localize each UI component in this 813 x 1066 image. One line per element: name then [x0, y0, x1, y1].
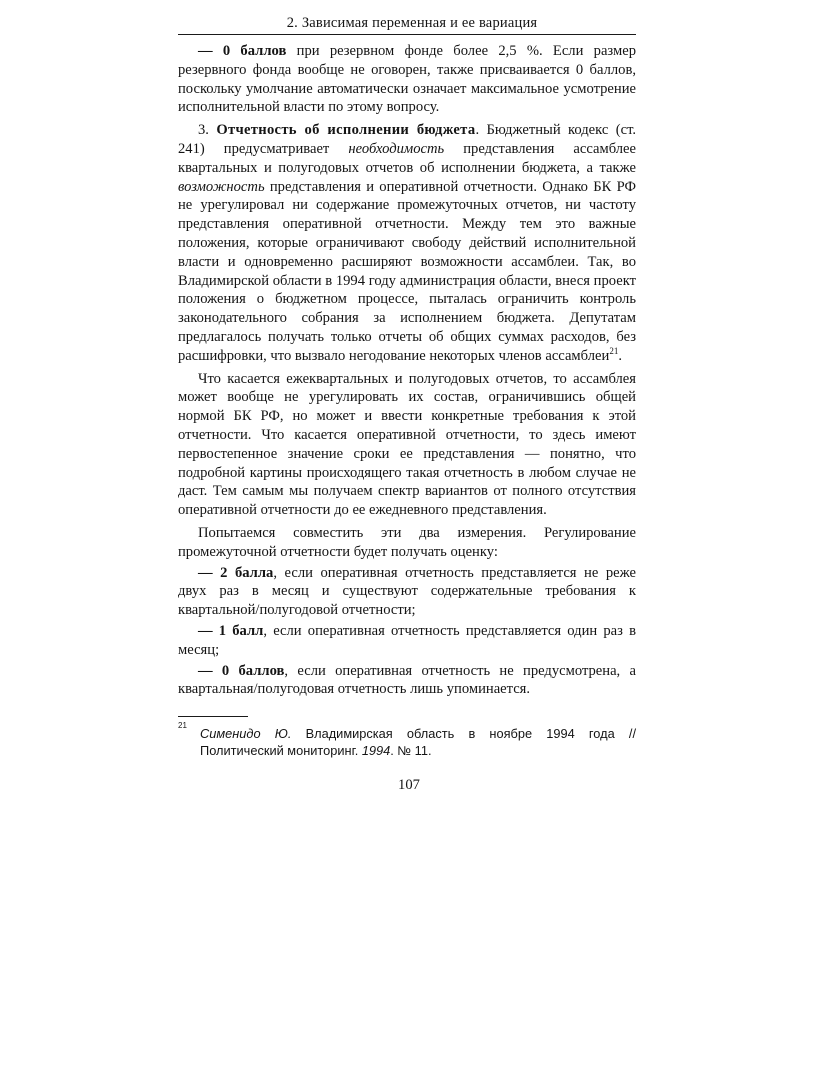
footnote-year: 1994	[361, 743, 391, 759]
paragraph-combine-dimensions: Попытаемся совместить эти два измерения. Регулирование промежуточной отчетности будет получать оценку:	[178, 524, 636, 560]
score-item-two	[178, 564, 636, 620]
body-text	[178, 42, 636, 699]
score-lead: — 0 баллов	[198, 43, 287, 59]
section-number: 3.	[198, 122, 217, 139]
paragraph-text: представления ассамблее квартальных и полугодовых отчетов об исполнении бюджета, а также	[178, 140, 636, 176]
emphasis-text: необходимость	[348, 140, 445, 157]
paragraph-zero-points	[178, 42, 636, 117]
running-head: 2. Зависимая переменная и ее вариация	[286, 15, 538, 31]
paragraph-quarterly-reports: Что касается ежеквартальных и полугодовых отчетов, то ассамблея может вообще не урегулировать их состав, ограничившись общей нормой БК РФ, но может и ввести конкретные требования к этой отчетности. Что касается оперативной отчетности, то здесь имеют первостепенное значение сроки ее представления — понятно, что подробной картины происходящего такая отчетность в любом случае не даст. Тем самым мы получаем спектр вариантов от полного отсутствия оперативной отчетности до ее ежедневного представления.	[178, 370, 636, 519]
score-text: , если оперативная отчетность представляется один раз в месяц;	[178, 622, 636, 658]
paragraph-budget-reporting	[178, 121, 636, 365]
paragraph-text: представления и оперативной отчетности. Однако БК РФ не урегулировал ни содержание промежуточных отчетов, ни частоту представления оперативной отчетности. Между тем это важные положения, которые ограничивают свободу действий исполнительной власти и одновременно расширяют возможности ассамблеи. Так, во Владимирской области в 1994 году администрация области, внеся проект положения о бюджетном процессе, пыталась ограничить контроль законодательного собрания за исполнением бюджета. Депутатам предлагалось получать только отчеты об общих суммах расходов, без расшифровки, что вызвало негодование некоторых членов ассамблеи	[178, 178, 636, 364]
footnote-rule	[178, 716, 248, 717]
paragraph-text: . Бюджетный кодекс (ст. 241) предусматривает	[178, 122, 637, 157]
paragraph-text: при резервном фонде более 2,5 %. Если размер резервного фонда вообще не оговорен, также присваивается 0 баллов, поскольку умолчание автоматически означает максимальное усмотрение исполнительной власти по этому вопросу.	[178, 43, 637, 116]
footnote-body: . № 11.	[390, 743, 432, 759]
score-lead: — 2 балла	[198, 564, 274, 581]
score-lead: — 0 баллов	[198, 662, 285, 679]
score-item-zero	[178, 662, 636, 700]
footnote-author: Сименидо Ю.	[200, 726, 292, 742]
section-heading: Отчетность об исполнении бюджета	[216, 122, 476, 139]
footnote-text	[200, 725, 636, 759]
page-number: 107	[398, 777, 420, 794]
book-page	[178, 12, 636, 794]
footnote-reference: 21	[609, 345, 619, 356]
footnote-body: Владимирская область в ноябре 1994 года // Политический мониторинг.	[200, 726, 636, 759]
score-item-one	[178, 622, 636, 660]
header-rule	[178, 34, 636, 35]
emphasis-text: возможность	[178, 178, 265, 195]
footnote	[178, 721, 636, 759]
footnote-number: 21	[178, 721, 187, 731]
paragraph-text: .	[618, 347, 622, 364]
score-lead: — 1 балл	[198, 622, 264, 639]
score-text: , если оперативная отчетность не предусмотрена, а квартальная/полугодовая отчетность лишь упоминается.	[178, 662, 636, 698]
score-text: , если оперативная отчетность представляется не реже двух раз в месяц и существуют содержательные требования к квартальной/полугодовой отчетности;	[178, 564, 636, 619]
